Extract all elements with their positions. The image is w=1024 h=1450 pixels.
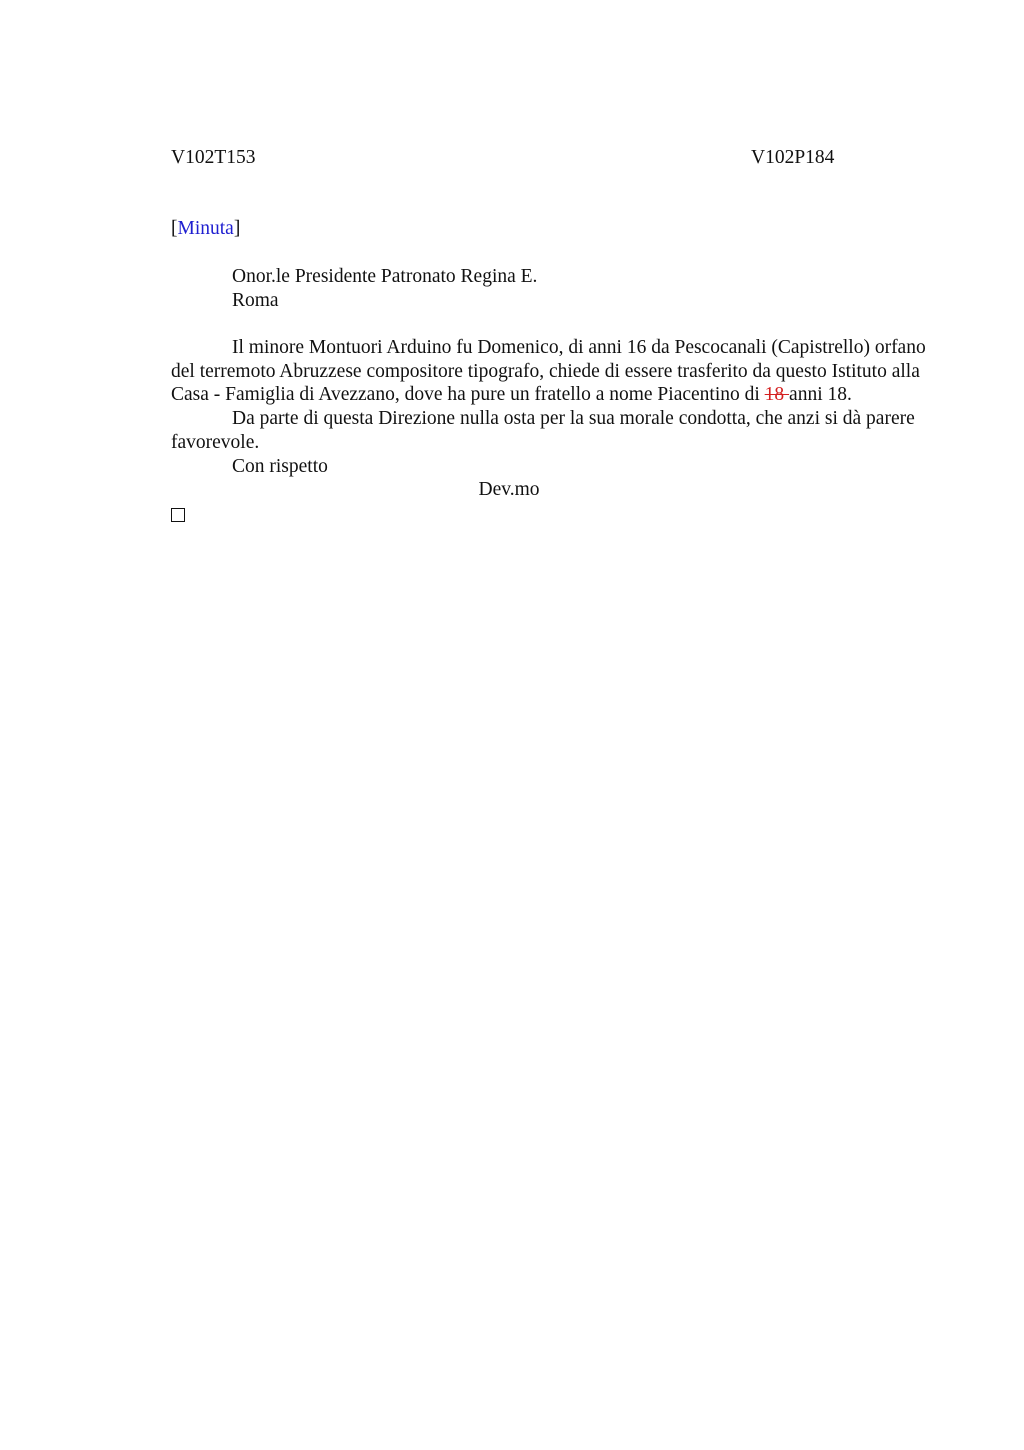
- label-open-bracket: [: [171, 218, 178, 239]
- checkbox-icon: [171, 508, 185, 522]
- addressee-line-1: Onor.le Presidente Patronato Regina E.: [232, 266, 538, 287]
- document-code-left: V102T153: [171, 147, 256, 168]
- struck-text: 18: [764, 384, 790, 406]
- document-page: [171, 0, 931, 1450]
- paragraph-opinion: Da parte di questa Direzione nulla osta per la sua morale condotta, che anzi si dà parere favorevole.: [171, 408, 915, 453]
- paragraph-request-text: Il minore Montuori Arduino fu Domenico, di anni 16 da Pescocanali (Capistrello) orfano del terremoto Abruzzese compositore tipografo, chiede di essere trasferito da questo Istituto alla Casa - Famiglia di Avezzano, dove ha pure un fratello a nome Piacentino di: [171, 337, 926, 406]
- paragraph-request: [171, 336, 931, 407]
- letter-body: [171, 336, 931, 529]
- signature-line: Dev.mo: [478, 479, 540, 501]
- addressee-line-2: Roma: [232, 290, 279, 311]
- paragraph-closing: Con rispetto: [232, 455, 328, 477]
- label-minuta: Minuta: [177, 218, 234, 239]
- document-label: [171, 217, 240, 241]
- paragraph-request-end: anni 18.: [789, 384, 852, 406]
- document-code-right: V102P184: [751, 147, 835, 168]
- addressee-block: [232, 265, 537, 313]
- label-close-bracket: ]: [233, 218, 241, 239]
